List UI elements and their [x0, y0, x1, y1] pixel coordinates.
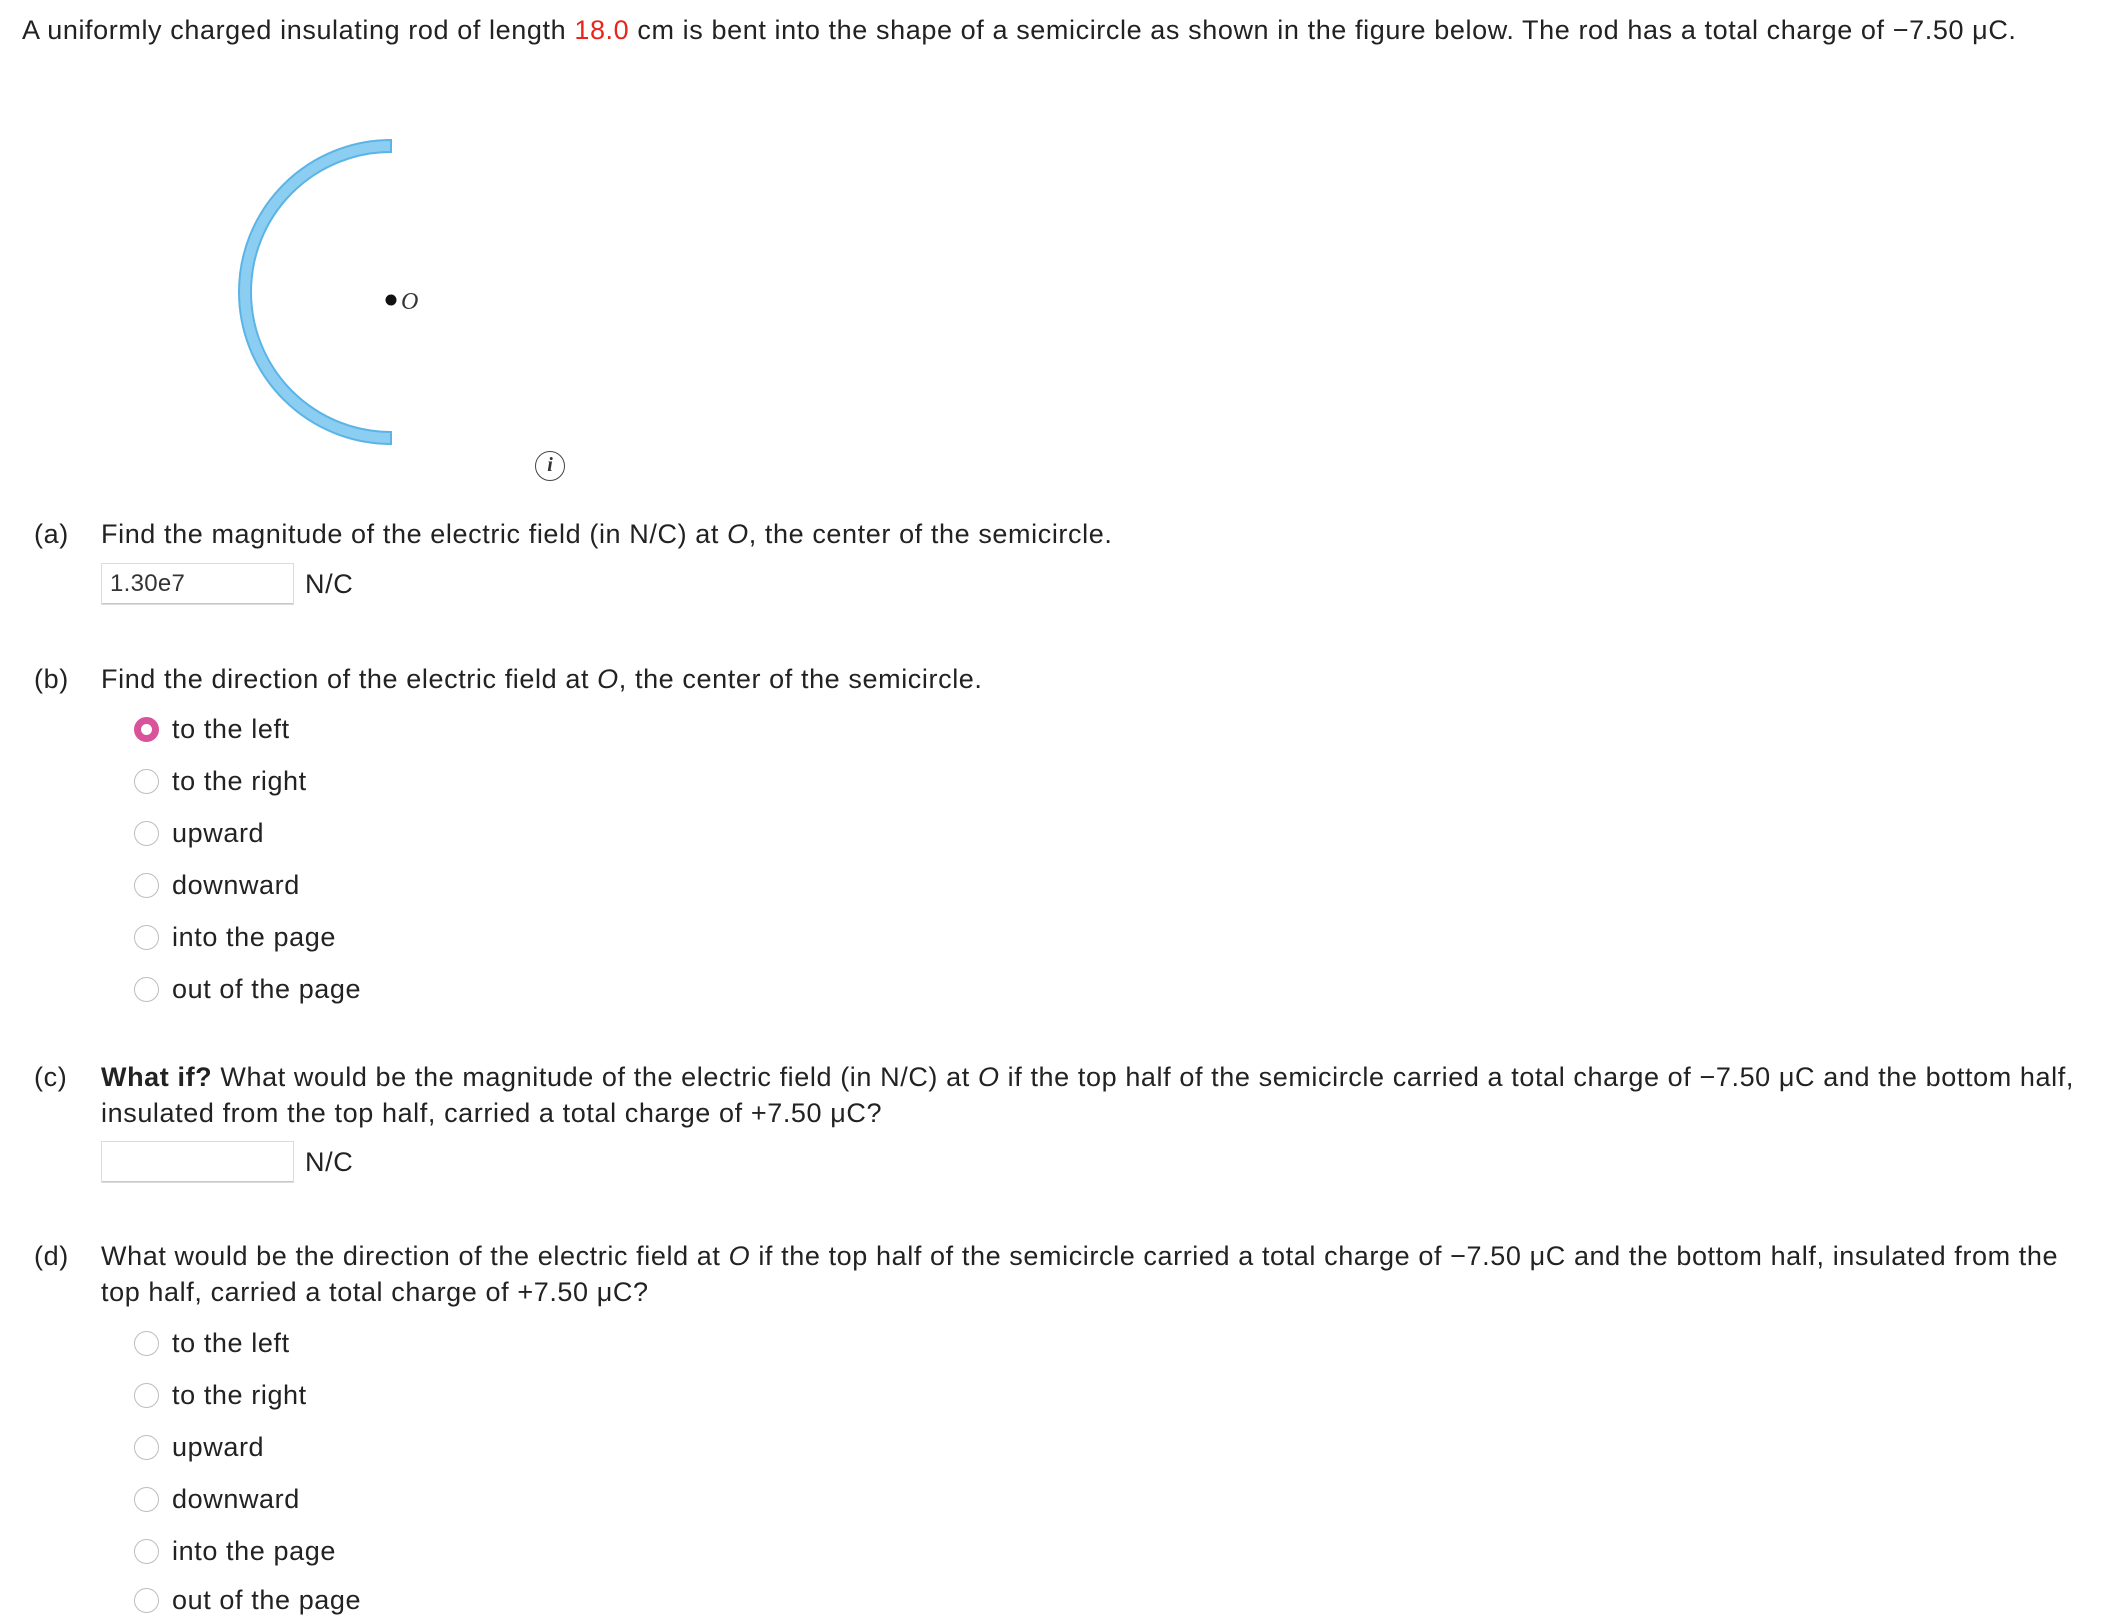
part-c-question-text: What would be the magnitude of the electric field (in N/C) at O if the top half of the semicircle carried a total charge of −7.50 μC and the bottom half, insulated from the top half, carried a total charge of +7.50 μC? — [101, 1062, 2074, 1128]
rod-length-value: 18.0 — [574, 15, 630, 45]
part-d-option-right[interactable] — [134, 1375, 307, 1415]
semicircle-rod-figure — [200, 120, 620, 480]
part-b-radio-left[interactable] — [134, 717, 159, 742]
part-d-option-upward[interactable] — [134, 1427, 264, 1467]
intro-text-before: A uniformly charged insulating rod of length — [22, 15, 575, 45]
part-d-option-out-of-page[interactable] — [134, 1580, 361, 1620]
part-d-option-downward[interactable] — [134, 1479, 300, 1519]
part-d-option-label: to the right — [172, 1380, 307, 1410]
part-b-radio-out-of-page[interactable] — [134, 977, 159, 1002]
part-b-option-downward[interactable] — [134, 865, 300, 905]
part-b-option-label: to the left — [172, 714, 290, 744]
part-b-option-into-page[interactable] — [134, 917, 336, 957]
part-d-label: (d) — [34, 1241, 69, 1271]
part-d-radio-into-page[interactable] — [134, 1539, 159, 1564]
part-b-label: (b) — [34, 664, 69, 694]
part-b-question: Find the direction of the electric field at O, the center of the semicircle. — [101, 664, 983, 694]
part-c-answer-input[interactable] — [101, 1141, 294, 1183]
part-c-label: (c) — [34, 1062, 68, 1092]
part-d-radio-out-of-page[interactable] — [134, 1588, 159, 1613]
part-d-option-label: to the left — [172, 1328, 290, 1358]
part-b-option-left[interactable] — [134, 709, 290, 749]
intro-text-after: cm is bent into the shape of a semicircle as shown in the figure below. The rod has a total charge of −7.50 μC. — [629, 15, 2017, 45]
part-d-radio-downward[interactable] — [134, 1487, 159, 1512]
part-b-option-label: downward — [172, 870, 300, 900]
part-b-option-label: out of the page — [172, 974, 362, 1004]
info-icon[interactable]: i — [535, 451, 565, 481]
part-d-option-label: downward — [172, 1484, 300, 1514]
part-b-radio-downward[interactable] — [134, 873, 159, 898]
semicircle-rod — [239, 140, 391, 444]
part-d-option-left[interactable] — [134, 1323, 290, 1363]
part-b-option-label: upward — [172, 818, 265, 848]
part-b-radio-upward[interactable] — [134, 821, 159, 846]
part-b-option-right[interactable] — [134, 761, 307, 801]
part-c-what-if: What if? — [101, 1062, 213, 1092]
part-b-option-label: to the right — [172, 766, 307, 796]
part-a-answer-input[interactable] — [101, 563, 294, 605]
part-d-option-label: out of the page — [172, 1585, 362, 1615]
center-point-label: O — [401, 289, 419, 315]
part-d-radio-right[interactable] — [134, 1383, 159, 1408]
part-a-question: Find the magnitude of the electric field (in N/C) at O, the center of the semicircle. — [101, 519, 1113, 549]
part-b-option-out-of-page[interactable] — [134, 969, 361, 1009]
part-a-label: (a) — [34, 519, 69, 549]
part-d-radio-left[interactable] — [134, 1331, 159, 1356]
part-c-unit: N/C — [305, 1147, 354, 1177]
center-point-dot — [386, 295, 397, 306]
part-b-radio-right[interactable] — [134, 769, 159, 794]
part-d-option-label: into the page — [172, 1536, 336, 1566]
part-d-radio-upward[interactable] — [134, 1435, 159, 1460]
part-d-option-label: upward — [172, 1432, 265, 1462]
part-a-unit: N/C — [305, 569, 354, 599]
part-b-option-label: into the page — [172, 922, 336, 952]
part-b-option-upward[interactable] — [134, 813, 264, 853]
problem-statement — [22, 12, 2102, 48]
part-c-question — [101, 1059, 2091, 1131]
part-d-question: What would be the direction of the electric field at O if the top half of the semicircle carried a total charge of −7.50 μC and the bottom half, insulated from the top half, carried a total charge of +7.50 μC? — [101, 1241, 2059, 1307]
part-d-option-into-page[interactable] — [134, 1531, 336, 1571]
part-b-radio-into-page[interactable] — [134, 925, 159, 950]
